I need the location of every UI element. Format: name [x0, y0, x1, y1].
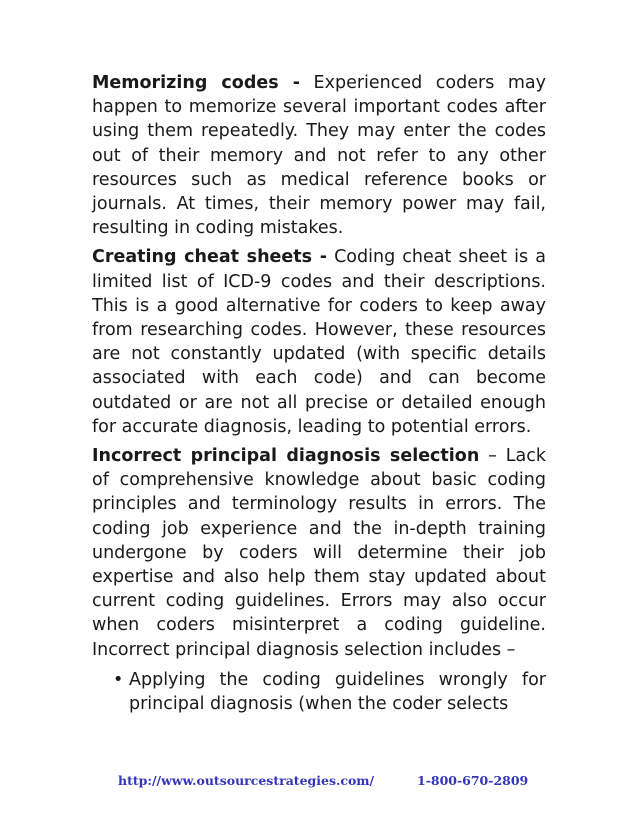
paragraph-body: Coding cheat sheet is a limited list of ICD-9 codes and their descriptions. This is a good alternative for coders to keep away from researching codes. However, these resources are not constantly updated (with specific details associated with each code) and can become outdated or are not all precise or detailed enough for accurate diagnosis, leading to potential errors. [92, 247, 546, 437]
paragraph-body: – Lack of comprehensive knowledge about basic coding principles and terminology results in errors. The coding job experience and the in-depth training undergone by coders will determine their job expertise and also help them stay updated about current coding guidelines. Errors may also occur when coders misinterpret a coding guideline. Incorrect principal diagnosis selection includes – [92, 446, 546, 660]
paragraph-heading: Memorizing codes - [92, 73, 300, 93]
bullet-icon: • [113, 669, 124, 690]
paragraph-heading: Creating cheat sheets - [92, 247, 327, 268]
list-item-text: Applying the coding guidelines wrongly for principal diagnosis (when the coder selects [129, 669, 546, 715]
paragraph-body: Experienced coders may happen to memorize several important codes after using them repeatedly. They may enter the codes out of their memory and not refer to any other resources such as medical reference books or journals. At times, their memory power may fail, resulting in coding mistakes. [92, 73, 546, 239]
footer-url-link[interactable]: http://www.outsourcestrategies.com/ [118, 773, 375, 788]
footer-phone: 1-800-670-2809 [417, 773, 529, 788]
document-body [92, 71, 546, 716]
paragraph-principal-diagnosis [92, 444, 546, 662]
paragraph-memorizing-codes [92, 71, 546, 240]
list-item [92, 668, 546, 716]
paragraph-heading: Incorrect principal diagnosis selection [92, 446, 480, 467]
paragraph-cheat-sheets [92, 245, 546, 439]
bullet-list [92, 668, 546, 716]
